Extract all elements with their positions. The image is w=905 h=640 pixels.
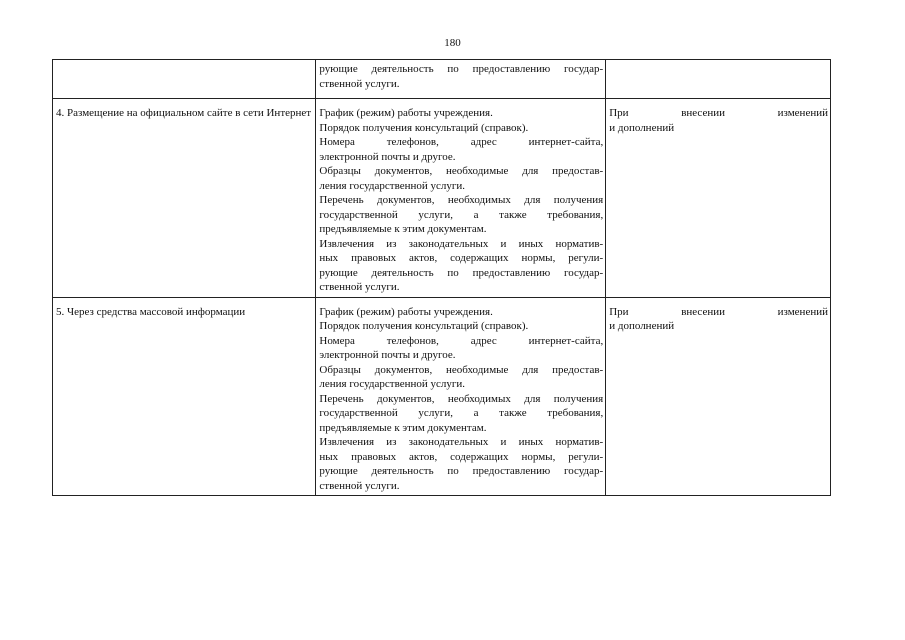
info-line: Номера телефонов, адрес интернет-сайта, xyxy=(319,136,604,148)
update-cell xyxy=(606,60,831,99)
info-line: предъявляемые к этим документам. xyxy=(319,421,487,434)
info-line: ных правовых актов, содержащих нормы, регули- xyxy=(319,450,604,463)
info-line: ления государственной услуги. xyxy=(319,179,466,192)
info-cell xyxy=(316,297,606,496)
info-line: предъявляемые к этим документам. xyxy=(319,223,487,235)
info-line: График (режим) работы учреждения. xyxy=(319,305,493,318)
update-cell xyxy=(606,99,831,298)
update-line: При внесении изменений xyxy=(609,107,828,119)
info-line: рующие деятельность по предоставлению государ- xyxy=(319,63,604,75)
info-line: электронной почты и другое. xyxy=(319,150,456,163)
info-line: государственной услуги, а также требования, xyxy=(319,407,604,419)
info-line: Перечень документов, необходимых для получения xyxy=(319,392,604,405)
info-line: Порядок получения консультаций (справок). xyxy=(319,121,529,134)
info-line: Извлечения из законодательных и иных норматив- xyxy=(319,237,604,250)
update-line: При внесении изменений xyxy=(609,305,828,318)
info-line: ных правовых актов, содержащих нормы, регули- xyxy=(319,252,604,264)
info-line: рующие деятельность по предоставлению государ- xyxy=(319,266,604,279)
info-line: Образцы документов, необходимые для предостав- xyxy=(319,363,604,376)
info-line: электронной почты и другое. xyxy=(319,349,456,361)
method-cell: 5. Через средства массовой информации xyxy=(53,297,316,496)
page-number: 180 xyxy=(444,37,461,49)
info-line: Извлечения из законодательных и иных норматив- xyxy=(319,436,604,448)
info-line: государственной услуги, а также требования, xyxy=(319,208,604,221)
update-line: и дополнений xyxy=(609,320,675,332)
info-line: Перечень документов, необходимых для получения xyxy=(319,194,604,206)
info-line: ственной услуги. xyxy=(319,479,400,492)
info-line: ственной услуги. xyxy=(319,77,400,90)
update-line: и дополнений xyxy=(609,121,675,134)
table-row-continuation xyxy=(53,60,831,99)
info-line: Порядок получения консультаций (справок). xyxy=(319,320,529,332)
info-line: График (режим) работы учреждения. xyxy=(319,107,493,119)
info-line: рующие деятельность по предоставлению государ- xyxy=(319,465,604,477)
method-cell xyxy=(53,60,316,99)
update-cell xyxy=(606,297,831,496)
table-row xyxy=(53,99,831,298)
info-line: ственной услуги. xyxy=(319,281,400,293)
information-methods-table xyxy=(52,59,831,496)
info-line: Образцы документов, необходимые для предостав- xyxy=(319,165,604,177)
method-cell: 4. Размещение на официальном сайте в сети Интернет xyxy=(53,99,316,298)
info-line: ления государственной услуги. xyxy=(319,378,466,390)
table-row xyxy=(53,297,831,496)
info-line: Номера телефонов, адрес интернет-сайта, xyxy=(319,334,604,347)
info-cell xyxy=(316,60,606,99)
info-cell xyxy=(316,99,606,298)
